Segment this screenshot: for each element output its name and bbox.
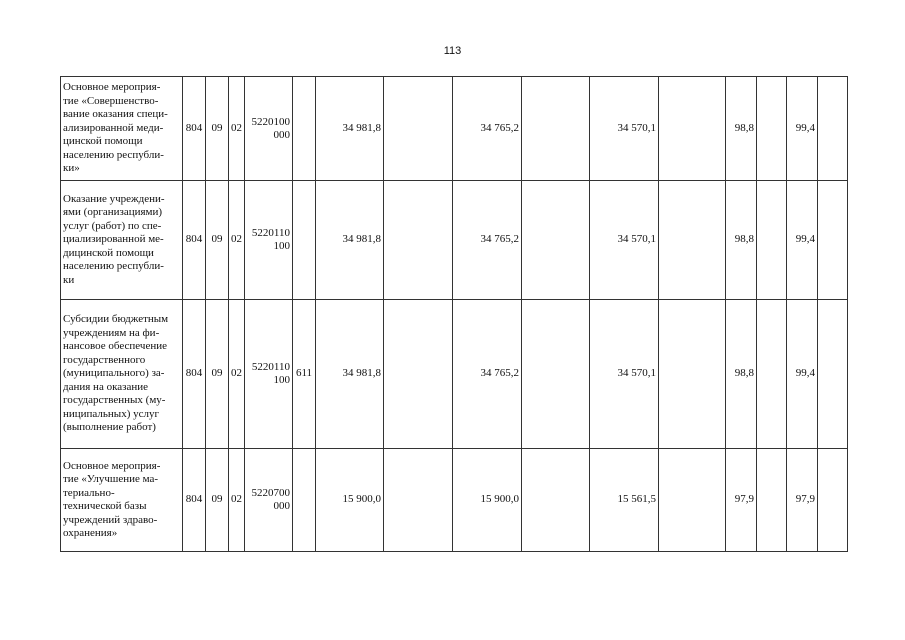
amount-1: 34 981,8 bbox=[316, 77, 384, 181]
percent-2: 97,9 bbox=[787, 449, 818, 552]
percent-2: 99,4 bbox=[787, 300, 818, 449]
percent-1: 98,8 bbox=[726, 300, 757, 449]
section-code: 09 bbox=[206, 77, 229, 181]
empty-cell bbox=[384, 300, 453, 449]
percent-1: 98,8 bbox=[726, 181, 757, 300]
amount-2: 34 765,2 bbox=[453, 300, 522, 449]
table-row bbox=[61, 181, 848, 300]
subsection-code: 02 bbox=[229, 300, 245, 449]
empty-cell bbox=[384, 449, 453, 552]
empty-cell bbox=[818, 181, 848, 300]
section-code: 09 bbox=[206, 449, 229, 552]
empty-cell bbox=[757, 77, 787, 181]
empty-cell bbox=[384, 181, 453, 300]
empty-cell bbox=[522, 77, 590, 181]
ministry-code: 804 bbox=[183, 300, 206, 449]
empty-cell bbox=[522, 449, 590, 552]
section-code: 09 bbox=[206, 181, 229, 300]
table-row bbox=[61, 300, 848, 449]
row-name: Основное мероприя- тие «Улучшение ма- териально- технической базы учреждений здраво- охранения» bbox=[61, 449, 183, 552]
percent-1: 98,8 bbox=[726, 77, 757, 181]
empty-cell bbox=[384, 77, 453, 181]
target-code: 5220700 000 bbox=[245, 449, 293, 552]
ministry-code: 804 bbox=[183, 77, 206, 181]
expense-type-code: 611 bbox=[293, 300, 316, 449]
amount-2: 34 765,2 bbox=[453, 77, 522, 181]
subsection-code: 02 bbox=[229, 77, 245, 181]
budget-table bbox=[60, 76, 848, 552]
amount-3: 34 570,1 bbox=[590, 181, 659, 300]
row-name: Оказание учреждени- ями (организациями) услуг (работ) по спе- циализированной ме- дицинской помощи населению республи- ки bbox=[61, 181, 183, 300]
empty-cell bbox=[659, 300, 726, 449]
amount-2: 34 765,2 bbox=[453, 181, 522, 300]
empty-cell bbox=[659, 181, 726, 300]
table-row bbox=[61, 449, 848, 552]
empty-cell bbox=[522, 181, 590, 300]
amount-3: 34 570,1 bbox=[590, 77, 659, 181]
table-row bbox=[61, 77, 848, 181]
percent-2: 99,4 bbox=[787, 77, 818, 181]
amount-3: 15 561,5 bbox=[590, 449, 659, 552]
empty-cell bbox=[659, 77, 726, 181]
empty-cell bbox=[818, 300, 848, 449]
target-code: 5220110 100 bbox=[245, 300, 293, 449]
expense-type-code bbox=[293, 181, 316, 300]
empty-cell bbox=[818, 77, 848, 181]
target-code: 5220110 100 bbox=[245, 181, 293, 300]
expense-type-code bbox=[293, 77, 316, 181]
empty-cell bbox=[522, 300, 590, 449]
amount-1: 34 981,8 bbox=[316, 181, 384, 300]
amount-1: 34 981,8 bbox=[316, 300, 384, 449]
expense-type-code bbox=[293, 449, 316, 552]
ministry-code: 804 bbox=[183, 181, 206, 300]
empty-cell bbox=[818, 449, 848, 552]
subsection-code: 02 bbox=[229, 449, 245, 552]
empty-cell bbox=[757, 181, 787, 300]
page-number: 113 bbox=[443, 45, 462, 57]
amount-2: 15 900,0 bbox=[453, 449, 522, 552]
subsection-code: 02 bbox=[229, 181, 245, 300]
percent-2: 99,4 bbox=[787, 181, 818, 300]
empty-cell bbox=[659, 449, 726, 552]
row-name: Основное мероприя- тие «Совершенство- вание оказания специ- ализированной меди- цинской помощи населению республи- ки» bbox=[61, 77, 183, 181]
amount-3: 34 570,1 bbox=[590, 300, 659, 449]
row-name: Субсидии бюджетным учреждениям на фи- нансовое обеспечение государственного (муниципального) за- дания на оказание государственных (му- ниципальных) услуг (выполнение работ) bbox=[61, 300, 183, 449]
empty-cell bbox=[757, 300, 787, 449]
section-code: 09 bbox=[206, 300, 229, 449]
ministry-code: 804 bbox=[183, 449, 206, 552]
empty-cell bbox=[757, 449, 787, 552]
target-code: 5220100 000 bbox=[245, 77, 293, 181]
amount-1: 15 900,0 bbox=[316, 449, 384, 552]
percent-1: 97,9 bbox=[726, 449, 757, 552]
